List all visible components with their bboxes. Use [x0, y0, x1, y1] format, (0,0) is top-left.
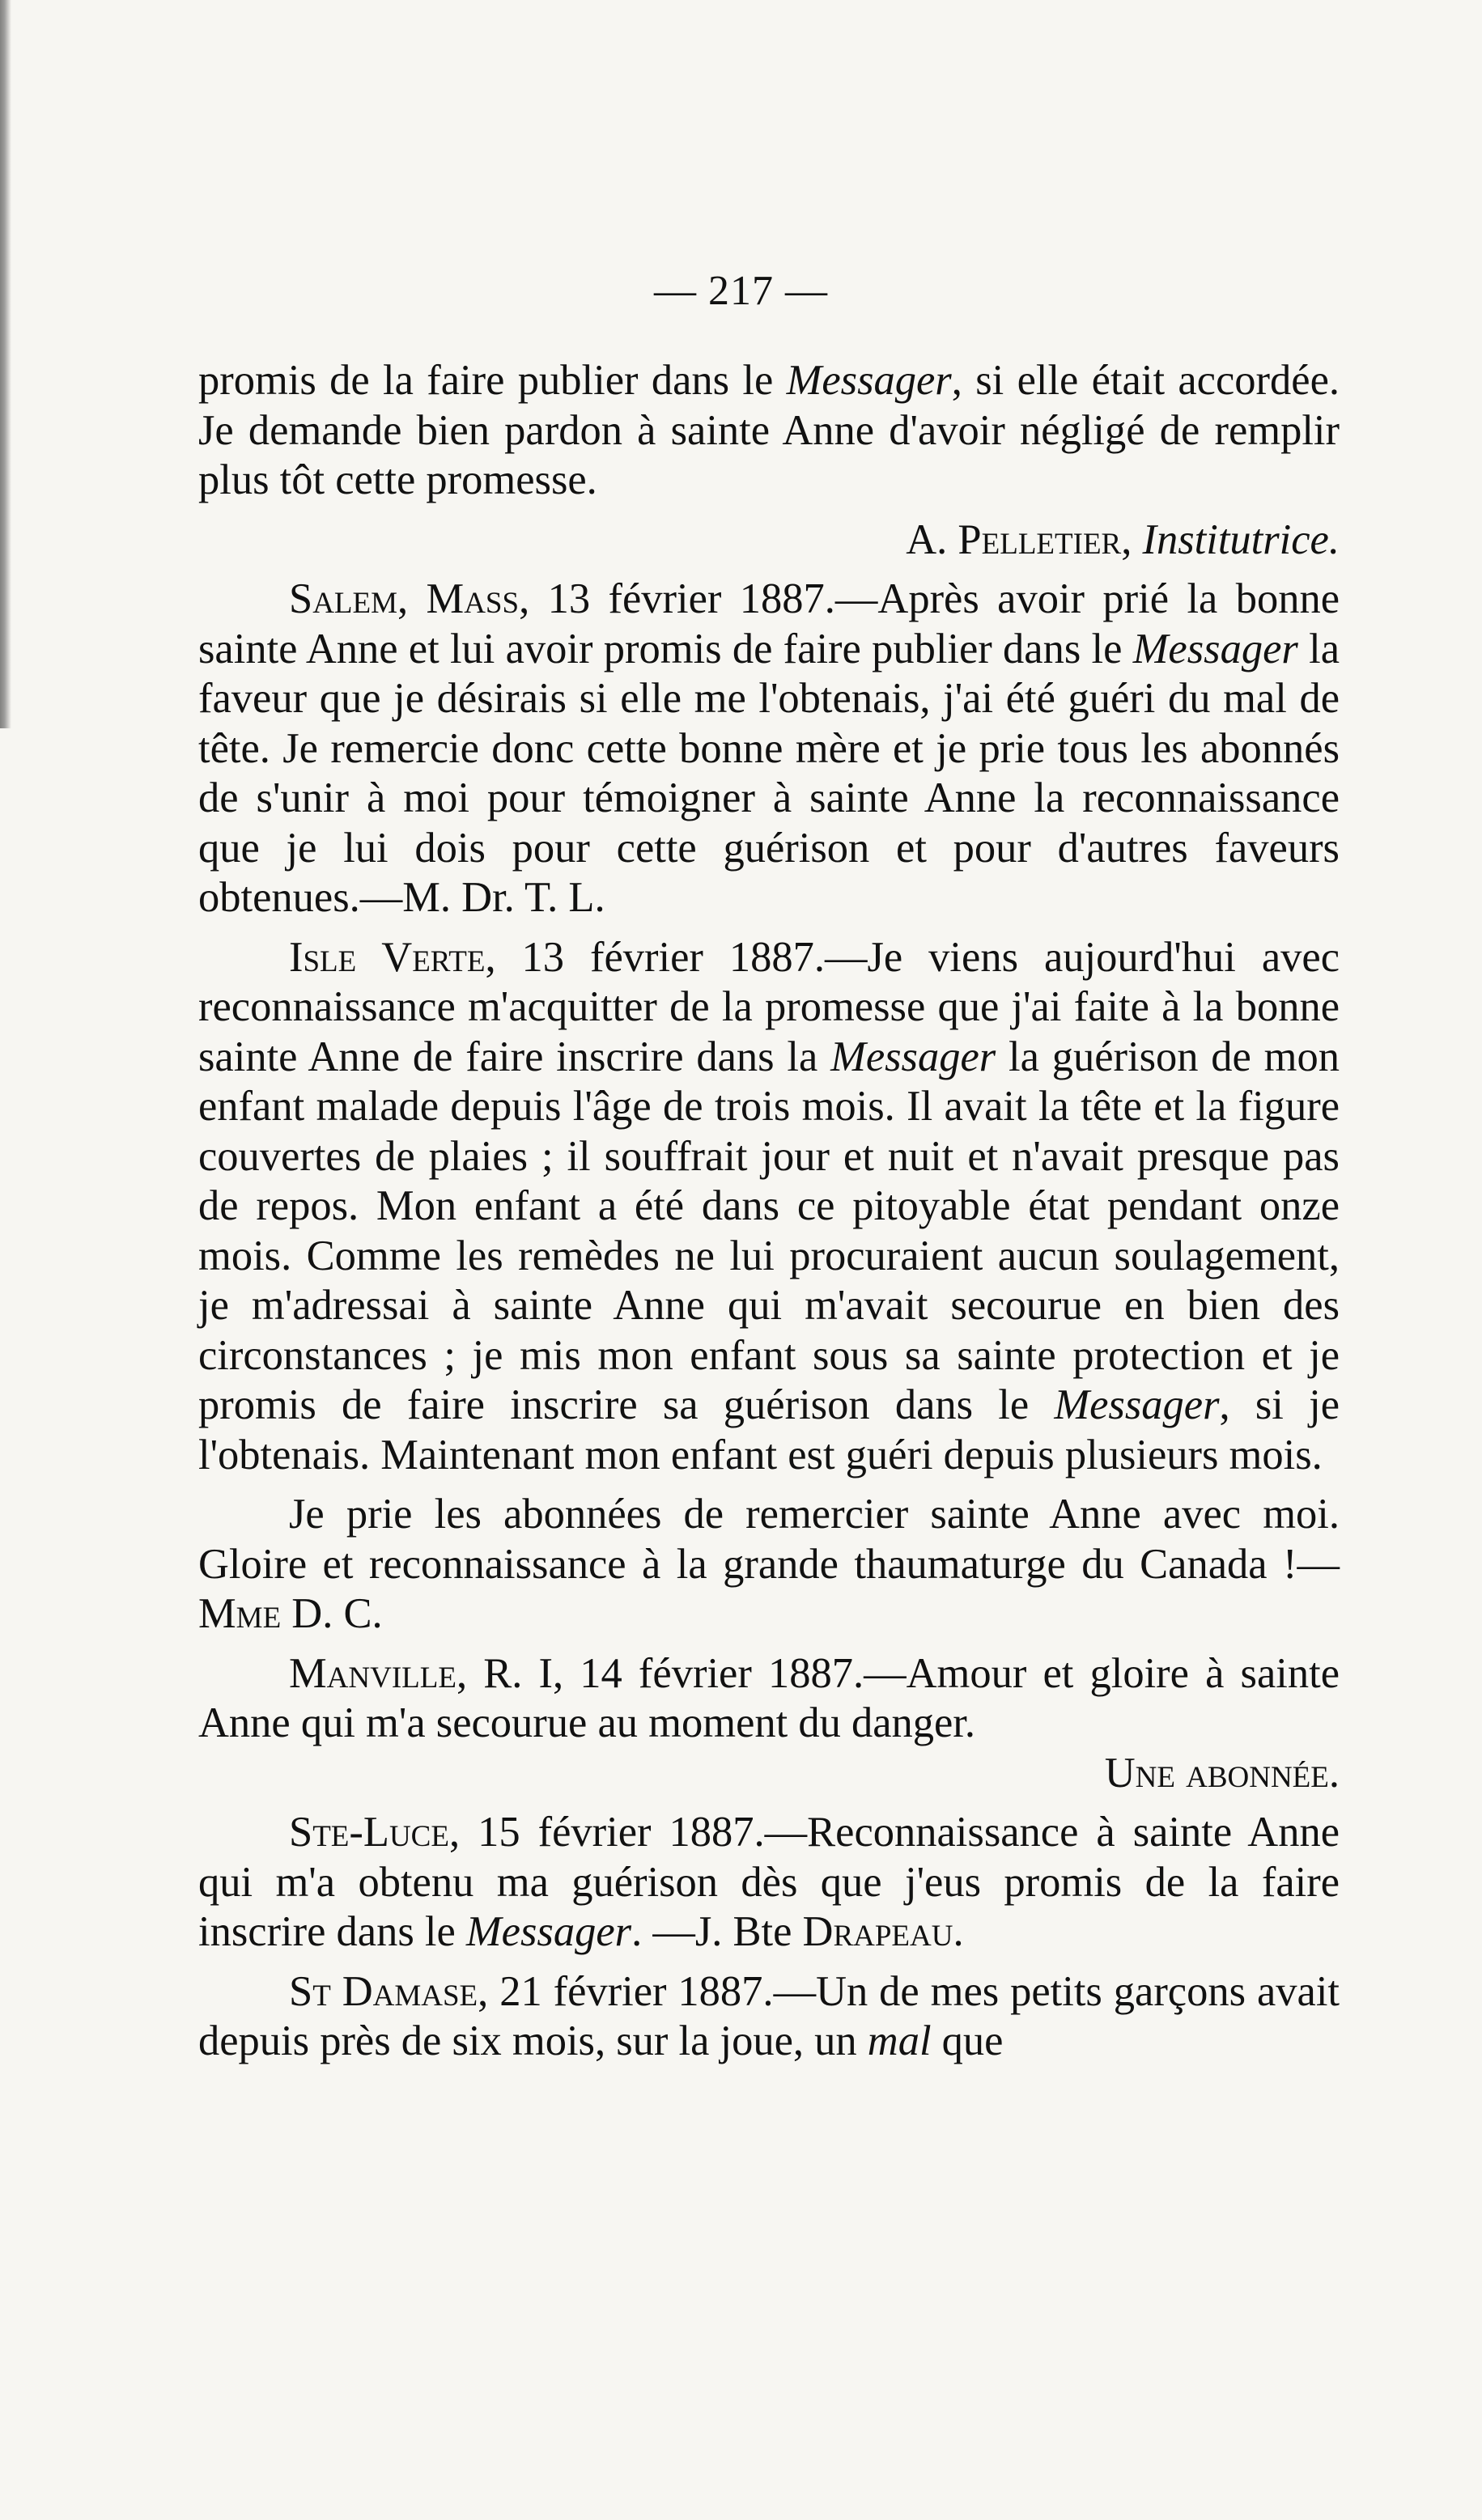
- text-run: —Après avoir prié la bonne sainte Anne et lui avoir promis de faire publier dans le: [198, 575, 1340, 672]
- text-run: que: [931, 2017, 1004, 2064]
- publication-title: Messager: [786, 357, 952, 404]
- page-edge-shadow: [0, 0, 11, 728]
- text-run: la guérison de mon enfant malade depuis l'âge de trois mois. Il avait la tête et la figure couvertes de plaies ; il souffrait jour et nuit et n'avait presque pas de repos. Mon enfant a été dans ce pitoyable état pendant onze mois. Comme les remèdes ne lui procuraient aucun soulagement, je m'adressai à sainte Anne qui m'avait secourue en bien des circonstances ; je mis mon enfant sous sa sainte protection et je promis de faire inscrire sa guérison dans le: [198, 1033, 1340, 1428]
- text-run: , si je l'obtenais. Maintenant mon enfant est guéri depuis plusieurs mois.: [198, 1381, 1340, 1478]
- emphasized-word: mal: [867, 2017, 932, 2064]
- signature-line: A. Pelletier, Institutrice.: [906, 515, 1340, 563]
- date: , 13 février 1887.: [519, 575, 835, 622]
- text-run: —Reconnaissance à sainte Anne qui m'a obtenu ma guérison dès que j'eus promis de la faire inscrire dans le: [198, 1809, 1340, 1955]
- date: , 21 février 1887.: [478, 1967, 774, 2015]
- paragraph-continuation: [198, 356, 1340, 506]
- place-name: Manville: [289, 1649, 456, 1697]
- signature-name: Mme D. C.: [198, 1590, 383, 1637]
- text-run: . —J. Bte: [631, 1908, 803, 1955]
- publication-title: Messager: [1132, 625, 1298, 672]
- signature-name: A. Pelletier: [906, 515, 1122, 563]
- paragraph-thanks: [198, 1490, 1340, 1640]
- place-name: Salem, Mass: [289, 575, 520, 622]
- testimony-isle-verte: [198, 933, 1340, 1481]
- testimony-ste-luce: [198, 1808, 1340, 1958]
- text-run: —Un de mes petits garçons avait depuis près de six mois, sur la joue, un: [198, 1967, 1340, 2064]
- text-run: —Je viens aujourd'hui avec reconnaissance m'acquitter de la promesse que j'ai faite à la bonne sainte Anne de faire inscrire dans la: [198, 933, 1340, 1080]
- testimony-st-damase: [198, 1967, 1340, 2067]
- signature-role: Institutrice.: [1142, 515, 1340, 563]
- signature-line: [198, 1749, 1340, 1799]
- text-run: promis de la faire publier dans le: [198, 357, 787, 404]
- date: , 15 février 1887.: [448, 1809, 765, 1856]
- date: , R. I, 14 février 1887.: [456, 1649, 864, 1697]
- place-name: St Damase: [289, 1967, 478, 2015]
- text-run: , si elle était accordée. Je demande bien pardon à sainte Anne d'avoir négligé de remplir plus tôt cette promesse.: [198, 357, 1340, 503]
- place-name: Ste-Luce: [289, 1809, 449, 1856]
- text-run: la faveur que je désirais si elle me l'obtenais, j'ai été guéri du mal de tête. Je remercie donc cette bonne mère et je prie tous les abonnés de s'unir à moi pour témoigner à sainte Anne la reconnaissance que je lui dois pour cette guérison et pour d'autres faveurs obtenues.—M. Dr. T. L.: [198, 625, 1340, 921]
- publication-title: Messager: [465, 1908, 632, 1955]
- testimony-salem: [198, 575, 1340, 923]
- place-name: Isle Verte: [289, 933, 486, 981]
- testimony-manville: [198, 1649, 1340, 1749]
- publication-title: Messager: [1054, 1381, 1220, 1428]
- body-text: [198, 356, 1340, 2067]
- publication-title: Messager: [830, 1033, 996, 1080]
- date: , 13 février 1887.: [485, 933, 825, 981]
- signature-name: Une abonnée.: [1104, 1749, 1340, 1797]
- signature-name: Drapeau.: [802, 1908, 964, 1955]
- text-run: Je prie les abonnées de remercier sainte Anne avec moi. Gloire et reconnaissance à la grande thaumaturge du Canada !—: [198, 1491, 1340, 1588]
- text-run: —Amour et gloire à sainte Anne qui m'a secourue au moment du danger.: [198, 1649, 1340, 1746]
- page-number: — 217 —: [654, 268, 828, 314]
